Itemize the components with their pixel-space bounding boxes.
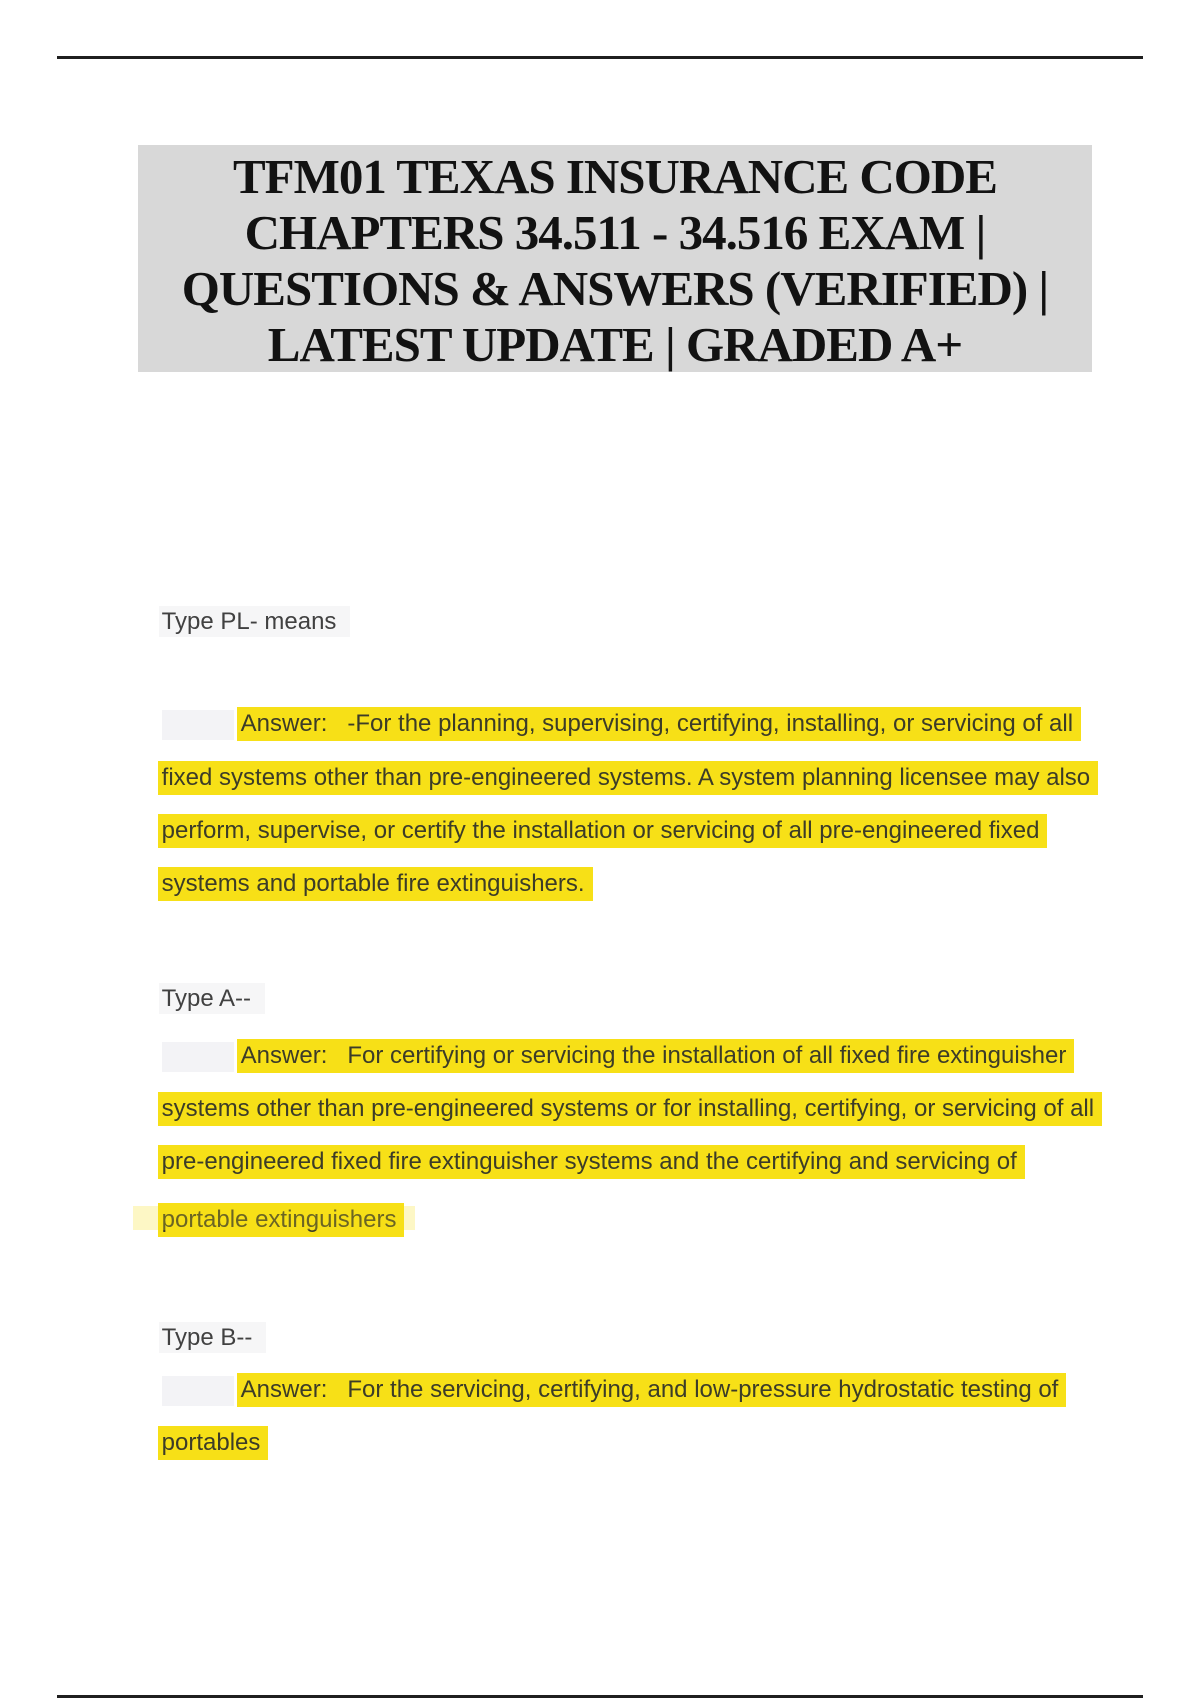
title-line: QUESTIONS & ANSWERS (VERIFIED) | [181,261,1049,316]
answer-text: systems other than pre-engineered systems or for installing, certifying, or servicing of all [158,1092,1102,1126]
answer-line-first [135,1339,1066,1403]
answer-line [131,833,593,897]
title-block [138,145,1092,372]
question-text: Type B-- [159,1322,267,1353]
question-label [135,948,265,1012]
bottom-rule [57,1695,1143,1698]
answer-line [131,1111,1025,1175]
answer-line-first [135,673,1081,737]
answer-text: portable extinguishers [158,1203,405,1237]
answer-text: systems and portable fire extinguishers. [158,867,593,901]
answer-line-first [135,1005,1074,1069]
answer-text: Answer: For the servicing, certifying, and low-pressure hydrostatic testing of [237,1373,1067,1407]
answer-line [131,1058,1102,1122]
question-text: Type A-- [159,983,265,1014]
question-label [135,1287,266,1351]
answer-text: Answer: -For the planning, supervising, certifying, installing, or servicing of all [237,707,1081,741]
top-rule [57,56,1143,59]
answer-text: perform, supervise, or certify the installation or servicing of all pre-engineered fixed [158,814,1048,848]
answer-line [131,727,1098,791]
answer-text: portables [158,1426,269,1460]
title-line: LATEST UPDATE | GRADED A+ [267,317,963,372]
answer-line [131,1392,268,1456]
question-label [135,571,350,635]
answer-text: Answer: For certifying or servicing the installation of all fixed fire extinguisher [237,1039,1075,1073]
answer-line [131,780,1047,844]
question-text: Type PL- means [159,606,351,637]
answer-text: pre-engineered fixed fire extinguisher systems and the certifying and servicing of [158,1145,1025,1179]
title-line: CHAPTERS 34.511 - 34.516 EXAM | [244,205,986,260]
answer-text: fixed systems other than pre-engineered systems. A system planning licensee may also [158,761,1098,795]
highlight-ghost-artifact [133,1206,415,1230]
answer-line [131,1169,404,1233]
title-line: TFM01 TEXAS INSURANCE CODE [232,149,997,204]
